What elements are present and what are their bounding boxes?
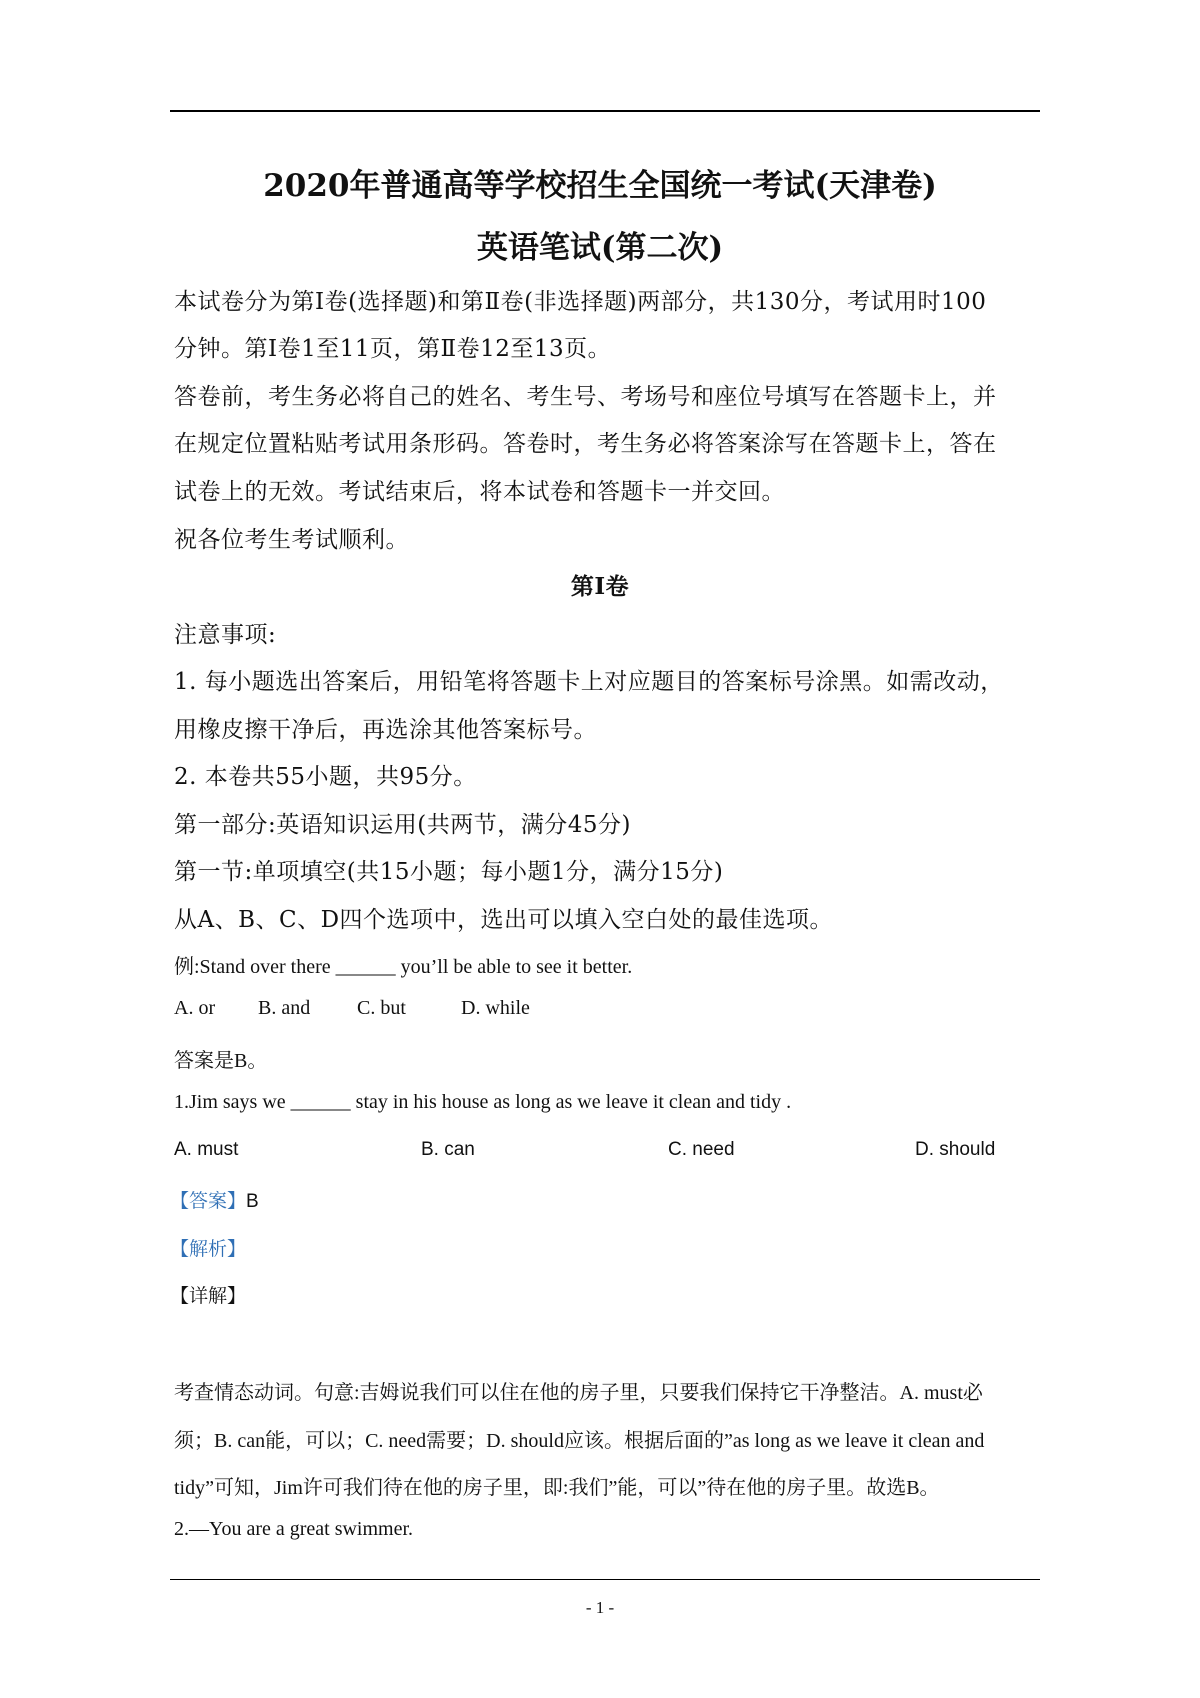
explanation-line: tidy”可知，Jim许可我们待在他的房子里，即:我们”能，可以”待在他的房子里。故选B。 (174, 1477, 940, 1499)
analysis-tag: 【解析】 (170, 1239, 247, 1260)
explanation-line: 考查情态动词。句意:吉姆说我们可以住在他的房子里，只要我们保持它干净整洁。A. must必 (174, 1382, 983, 1404)
page-number: - 1 - (585, 1598, 615, 1617)
q1-option: B. can (421, 1139, 475, 1160)
intro-line: 分钟。第Ⅰ卷1至11页，第Ⅱ卷12至13页。 (174, 336, 612, 362)
part-heading: 第一部分:英语知识运用(共两节，满分45分) (174, 812, 631, 838)
notes-item: 1. 每小题选出答案后，用铅笔将答题卡上对应题目的答案标号涂黑。如需改动， (174, 669, 1004, 695)
instruction: 从A、B、C、D四个选项中，选出可以填入空白处的最佳选项。 (174, 907, 834, 933)
answer-row (170, 1186, 259, 1213)
example-option: D. while (461, 997, 530, 1019)
question-1: 1.Jim says we ______ stay in his house as long as we leave it clean and tidy . (174, 1091, 792, 1113)
header-rule (170, 110, 1040, 112)
section-heading: 第一节:单项填空(共15小题；每小题1分，满分15分) (174, 859, 724, 885)
document-title: 2020年普通高等学校招生全国统一考试(天津卷) (263, 168, 937, 204)
document-subtitle: 英语笔试(第二次) (476, 230, 724, 266)
answer-tag: 【答案】 (170, 1191, 247, 1212)
example-question: 例:Stand over there ______ you’ll be able to see it better. (174, 956, 633, 978)
intro-line: 祝各位考生考试顺利。 (174, 527, 409, 553)
notes-item: 用橡皮擦干净后，再选涂其他答案标号。 (174, 717, 597, 743)
notes-item: 2. 本卷共55小题，共95分。 (174, 764, 477, 790)
example-option: B. and (258, 997, 311, 1019)
detail-tag: 【详解】 (170, 1286, 247, 1307)
q1-option: A. must (174, 1139, 239, 1160)
notes-heading: 注意事项: (174, 622, 277, 648)
intro-line: 在规定位置粘贴考试用条形码。答卷时，考生务必将答案涂写在答题卡上，答在 (174, 431, 997, 457)
explanation-line: 须；B. can能，可以；C. need需要；D. should应该。根据后面的”as long as we leave it clean and (174, 1430, 985, 1452)
intro-line: 本试卷分为第Ⅰ卷(选择题)和第Ⅱ卷(非选择题)两部分，共130分，考试用时100 (174, 289, 987, 315)
example-option: C. but (357, 997, 406, 1019)
section-title: 第Ⅰ卷 (570, 573, 630, 600)
q1-option: D. should (915, 1139, 996, 1160)
answer-value: B (246, 1191, 259, 1212)
example-answer: 答案是B。 (174, 1050, 268, 1072)
question-2: 2.—You are a great swimmer. (174, 1518, 414, 1540)
q1-option: C. need (668, 1139, 735, 1160)
intro-line: 试卷上的无效。考试结束后，将本试卷和答题卡一并交回。 (174, 479, 785, 505)
footer-rule (170, 1579, 1040, 1580)
example-option: A. or (174, 997, 216, 1019)
intro-line: 答卷前，考生务必将自己的姓名、考生号、考场号和座位号填写在答题卡上，并 (174, 384, 997, 410)
